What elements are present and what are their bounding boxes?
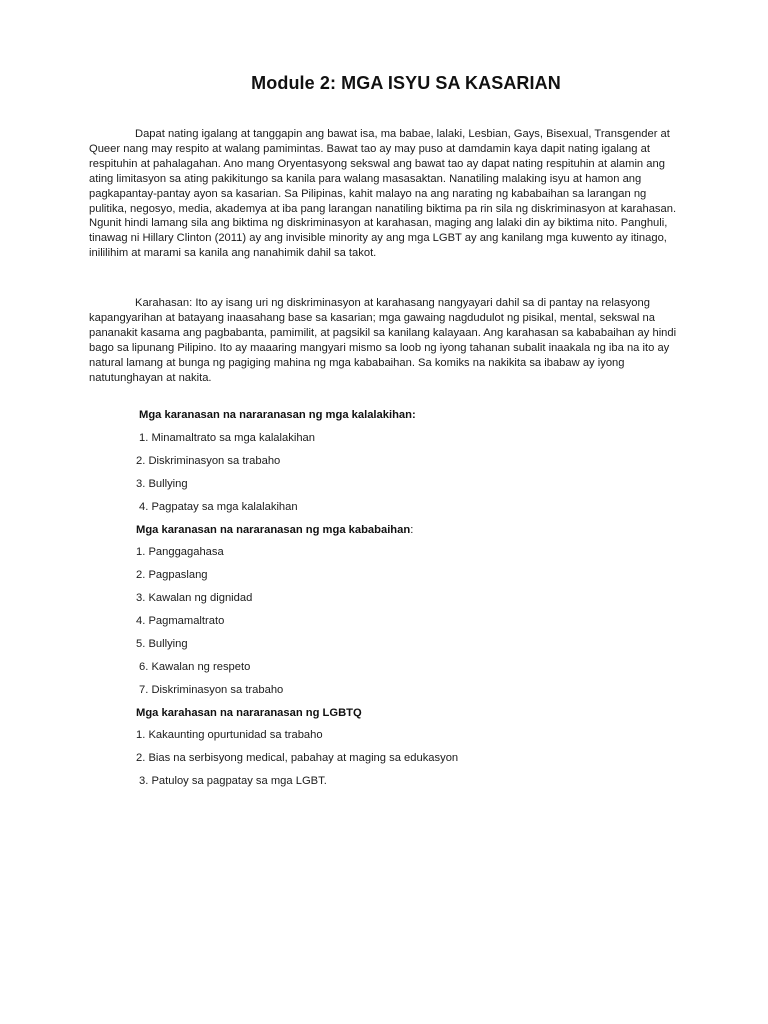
list-item: 2. Diskriminasyon sa trabaho <box>136 455 281 467</box>
list-item: 6. Kawalan ng respeto <box>139 661 251 673</box>
list-item: 2. Pagpaslang <box>136 569 208 581</box>
list-item: 7. Diskriminasyon sa trabaho <box>139 684 284 696</box>
section-heading-text: Mga karanasan na nararanasan ng mga kababaihan <box>136 524 411 536</box>
list-item: 1. Minamaltrato sa mga kalalakihan <box>139 432 315 444</box>
list-item: 4. Pagpatay sa mga kalalakihan <box>139 501 298 513</box>
list-item: 1. Panggagahasa <box>136 546 224 558</box>
karahasan-paragraph: Karahasan: Ito ay isang uri ng diskriminasyon at karahasang nangyayari dahil sa di pantay na relasyong kapangyarihan at batayang inaasahang base sa kasarian; mga gawaing nagdudulot ng pisikal, mental, sekswal na pananakit kasama ang pagbabanta, pamimilit, at pagsikil sa kanilang kalayaan. Ang karahasan sa kababaihan ay hindi bago sa lipunang Pilipino. Ito ay maaaring mangyari mismo sa loob ng iyong tahanan subalit inaakala ng iba na ito ay natural lamang at bunga ng pagiging mahina ng mga kababaihan. Sa komiks na nakikita sa ibabaw ay iyong natutunghayan at nakita. <box>89 297 677 384</box>
intro-paragraph: Dapat nating igalang at tanggapin ang bawat isa, ma babae, lalaki, Lesbian, Gays, Bisexual, Transgender at Queer nang may respito at walang pamimintas. Bawat tao ay may puso at damdamin kaya dapit nating igalang at respituhin at pahalagahan. Ano mang Oryentasyong sekswal ang bawat tao ay dapat nating respituhin at alamin ang ating limitasyon sa ating pakikitungo sa kanila para walang masasaktan. Nanatiling malaking isyu at hamon ang pagkapantay-pantay ayon sa kasarian. Sa Pilipinas, kahit malayo na ang narating ng kababaihan sa larangan ng pulitika, negosyo, media, akademya at iba pang larangan nanatiling biktima pa rin sila ng diskriminasyon at karahasan. Ngunit hindi lamang sila ang biktima ng diskriminasyon at karahasan, maging ang lalaki din ay biktima nito. Panghuli, tinawag ni Hillary Clinton (2011) ay ang invisible minority ay ang mga LGBT ay ang kanilang mga kuwento ay itinago, inililihim at marami sa kanila ang nanahimik dahil sa takot. <box>89 128 677 260</box>
list-item: 3. Bullying <box>136 478 188 490</box>
section-heading-colon: : <box>410 524 414 536</box>
list-item: 1. Kakaunting opurtunidad sa trabaho <box>136 729 323 741</box>
list-item: 3. Kawalan ng dignidad <box>136 592 253 604</box>
section-heading-lgbtq: Mga karahasan na nararanasan ng LGBTQ <box>136 707 362 719</box>
section-heading-kababaihan <box>136 524 413 536</box>
list-item: 3. Patuloy sa pagpatay sa mga LGBT. <box>139 775 327 787</box>
page-title: Module 2: MGA ISYU SA KASARIAN <box>251 73 561 93</box>
list-item: 2. Bias na serbisyong medical, pabahay at maging sa edukasyon <box>136 752 459 764</box>
list-item: 4. Pagmamaltrato <box>136 615 225 627</box>
section-heading-kalalakihan: Mga karanasan na nararanasan ng mga kalalakihan: <box>139 409 416 421</box>
list-item: 5. Bullying <box>136 638 188 650</box>
